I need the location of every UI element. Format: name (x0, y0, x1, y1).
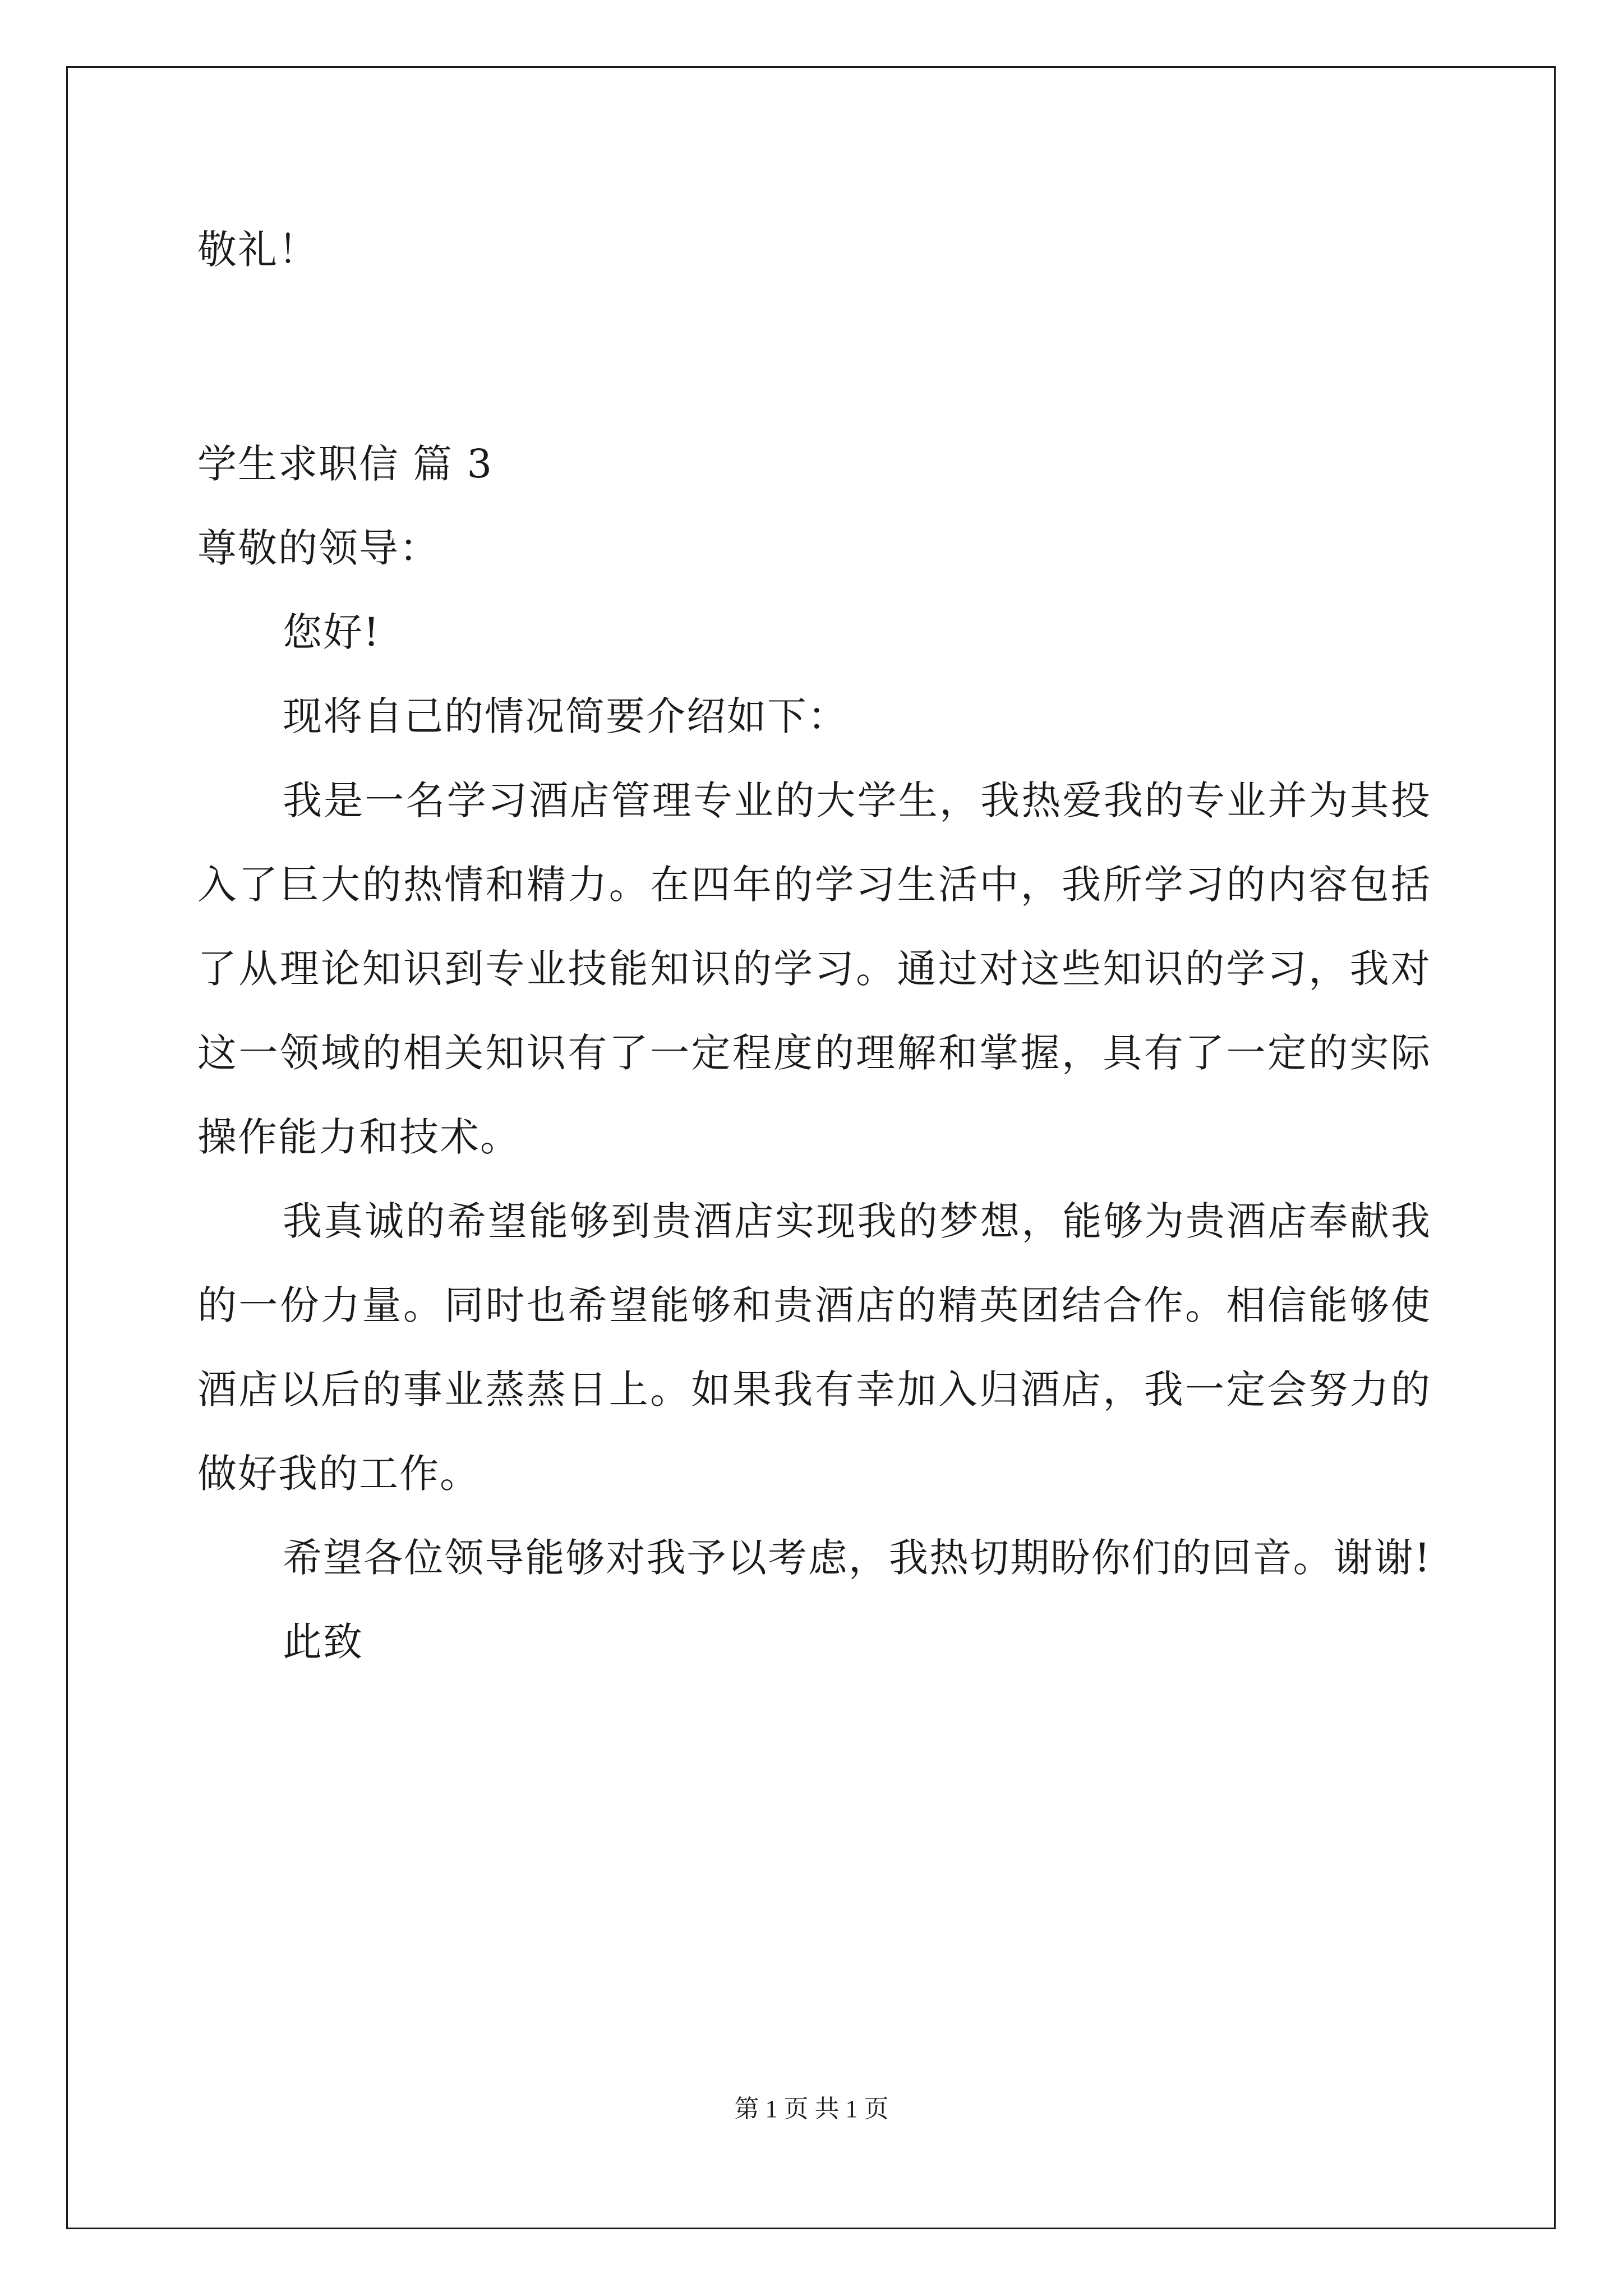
paragraph1-line-4: 这一领域的相关知识有了一定程度的理解和掌握，具有了一定的实际 (197, 1030, 1431, 1076)
paragraph2-line-1: 我真诚的希望能够到贵酒店实现我的梦想，能够为贵酒店奉献我 (283, 1198, 1431, 1244)
page-footer: 第 1 页 共 1 页 (734, 2095, 889, 2123)
paragraph2-line-2: 的一份力量。同时也希望能够和贵酒店的精英团结合作。相信能够使 (197, 1282, 1431, 1328)
paragraph1-line-5: 操作能力和技术。 (197, 1114, 520, 1160)
closing-line: 此致 (283, 1619, 363, 1665)
paragraph1-line-1: 我是一名学习酒店管理专业的大学生，我热爱我的专业并为其投 (283, 777, 1431, 823)
paragraph1-line-3: 了从理论知识到专业技能知识的学习。通过对这些知识的学习，我对 (197, 946, 1431, 992)
letter-heading: 学生求职信 篇 3 (197, 441, 494, 487)
greeting: 您好! (283, 609, 381, 655)
paragraph3: 希望各位领导能够对我予以考虑，我热切期盼你们的回音。谢谢! (283, 1535, 1431, 1581)
paragraph2-line-3: 酒店以后的事业蒸蒸日上。如果我有幸加入归酒店，我一定会努力的 (197, 1366, 1431, 1412)
paragraph2-line-4: 做好我的工作。 (197, 1451, 480, 1497)
intro-line: 现将自己的情况简要介绍如下： (283, 693, 848, 739)
closing-salute: 敬礼！ (197, 227, 319, 273)
salutation: 尊敬的领导： (197, 525, 440, 571)
paragraph1-line-2: 入了巨大的热情和精力。在四年的学习生活中，我所学习的内容包括 (197, 862, 1431, 908)
